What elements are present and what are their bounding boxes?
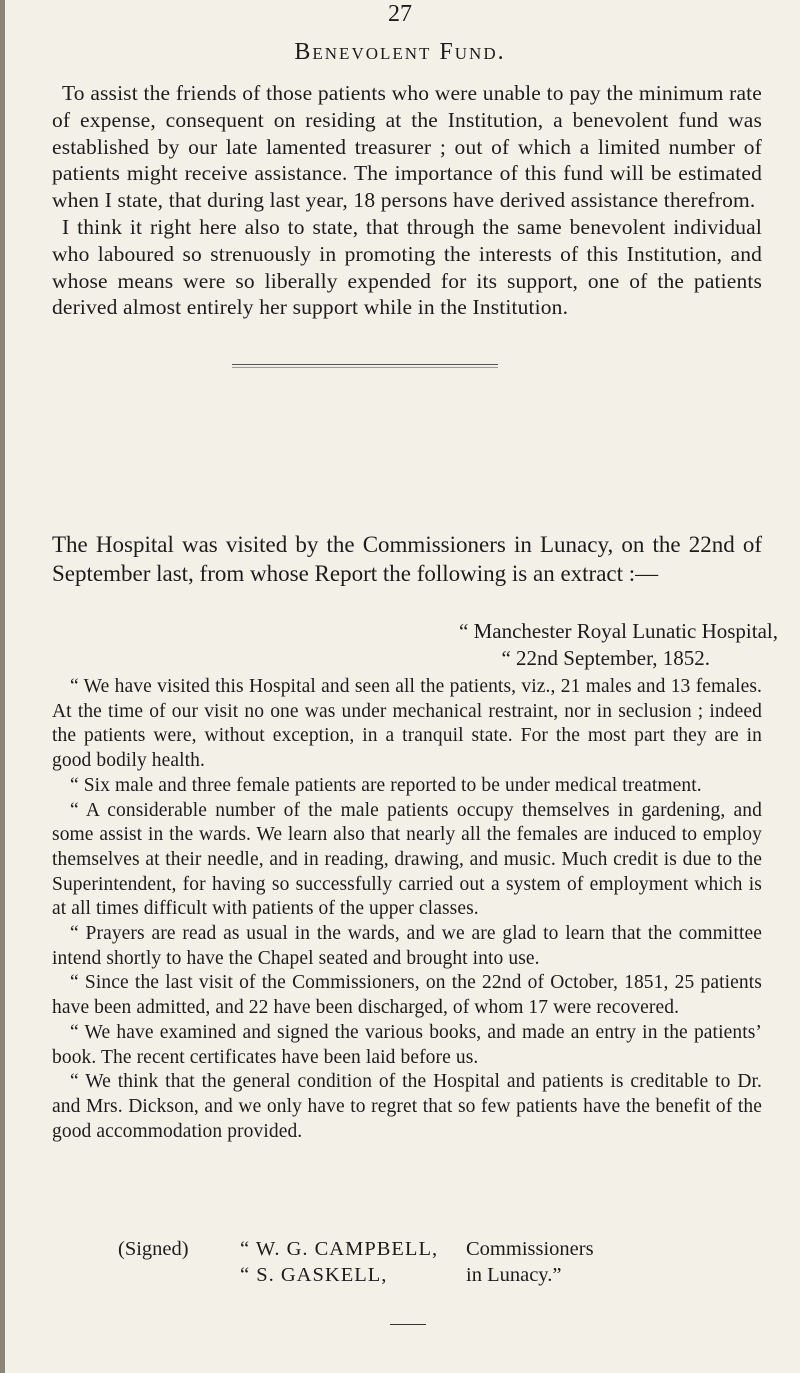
section-heading: Benevolent Fund. [294, 39, 506, 65]
quote-paragraph: “ Since the last visit of the Commissioners, on the 22nd of October, 1851, 25 patients have been admitted, and 22 have been discharged, of whom 17 were recovered. [52, 972, 762, 1019]
end-rule [390, 1324, 426, 1325]
quote-paragraph: “ We have visited this Hospital and seen all the patients, viz., 21 males and 13 females. At the time of our visit no one was under mechanical restraint, nor in seclusion ; indeed the patients were, without exception, in a tranquil state. For the most part they are in good bodily health. [52, 676, 762, 772]
signed-label: (Signed) [118, 1238, 189, 1260]
paragraph: To assist the friends of those patients who were unable to pay the minimum rate of expense, consequent on residing at the Institution, a benevolent fund was established by our late lamented treasurer ; out of which a limited number of patients might receive assistance. The importance of this fund will be estimated when I state, that during last year, 18 persons have derived assistance therefrom. [52, 81, 762, 213]
signatory-role: Commissioners [466, 1238, 594, 1260]
quote-paragraph: “ A considerable number of the male patients occupy themselves in gardening, and some assist in the wards. We learn also that nearly all the females are induced to employ themselves at their needle, and in reading, drawing, and music. Much credit is due to the Superintendent, for having so successfully carried out a system of employment which is at all times difficult with patients of the upper classes. [52, 799, 762, 920]
signature-block [118, 1236, 778, 1288]
paragraph: The Hospital was visited by the Commissioners in Lunacy, on the 22nd of September last, from whose Report the following is an extract :— [52, 532, 762, 586]
quote-date-line: “ 22nd September, 1852. [501, 646, 710, 670]
page-number: 27 [388, 1, 412, 27]
page-edge-shadow [0, 0, 5, 1373]
paragraph: I think it right here also to state, that through the same benevolent individual who laboured so strenuously in promoting the interests of this Institution, and whose means were so liberally expended for its support, one of the patients derived almost entirely her support while in the Institution. [52, 214, 762, 320]
signature-row [118, 1262, 778, 1288]
signatory-role: in Lunacy.” [466, 1264, 562, 1286]
visit-intro [52, 530, 762, 588]
signature-row [118, 1236, 778, 1262]
quote-paragraph: “ Prayers are read as usual in the wards, and we are glad to learn that the committee intend shortly to have the Chapel seated and brought into use. [52, 923, 762, 969]
signed-label-spacer [118, 1262, 240, 1288]
report-extract [52, 675, 762, 1144]
quote-paragraph: “ We have examined and signed the various books, and made an entry in the patients’ book. The recent certificates have been laid before us. [52, 1021, 762, 1068]
signatory-name: “ W. G. CAMPBELL, [240, 1238, 439, 1260]
signatory-name: “ S. GASKELL, [240, 1264, 388, 1286]
quote-paragraph: “ We think that the general condition of the Hospital and patients is creditable to Dr. and Mrs. Dickson, and we only have to regret that so few patients have the benefit of the good accommodation provided. [52, 1071, 762, 1142]
benevolent-fund-text [52, 80, 762, 321]
quote-paragraph: “ Six male and three female patients are reported to be under medical treatment. [70, 774, 702, 796]
section-divider [232, 364, 498, 368]
quote-address-line: “ Manchester Royal Lunatic Hospital, [459, 619, 778, 643]
